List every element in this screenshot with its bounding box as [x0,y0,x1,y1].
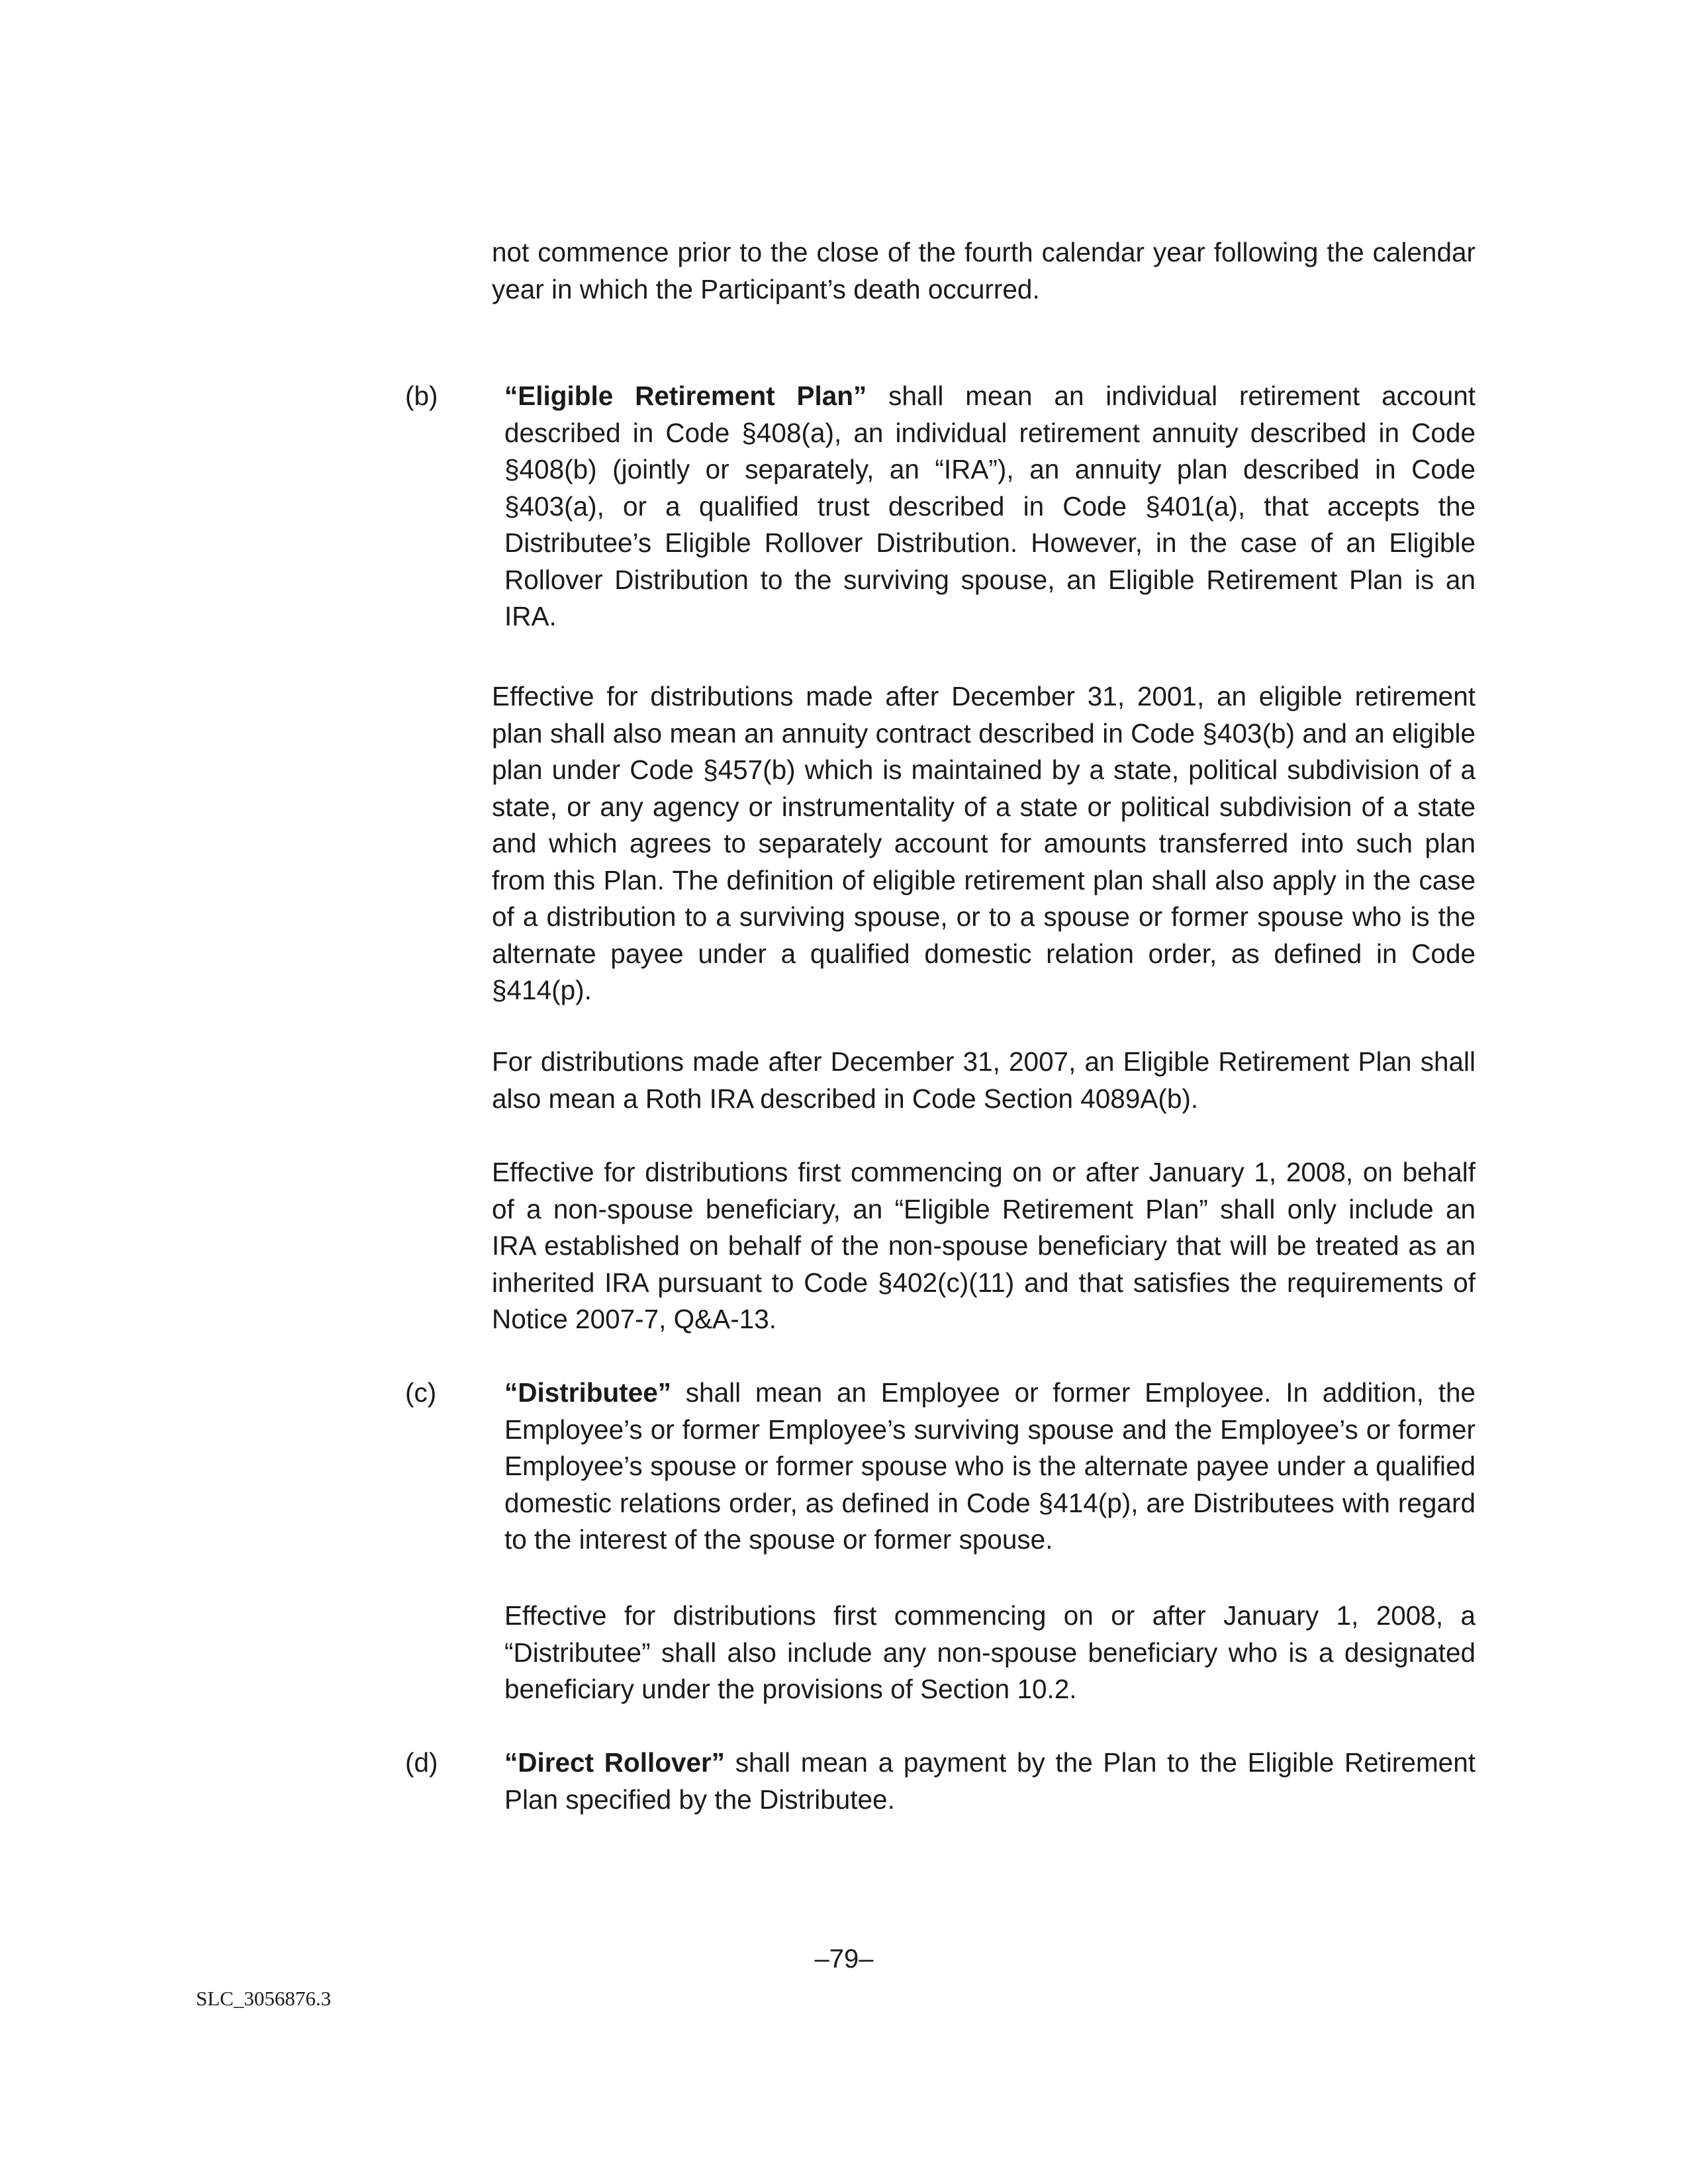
continuation-paragraph: not commence prior to the close of the fourth calendar year following the calendar year in which the Participant’s death occurred. [492,237,1476,304]
definition-text: shall mean an Employee or former Employee. In addition, the Employee’s or former Employee’s surviving spouse and the Employee’s or former Employee’s spouse or former spouse who is the alternate payee under a qualified domestic relations order, as defined in Code §414(p), are Distributees with regard to the interest of the spouse or former spouse. [504,1377,1476,1555]
definition-direct-rollover [504,1745,1476,1818]
page-number: –79– [814,1944,874,1974]
item-label-d: (d) [405,1747,438,1778]
document-id: SLC_3056876.3 [196,1987,332,2010]
item-label-c: (c) [405,1377,437,1408]
definition-eligible-retirement-plan [504,378,1476,635]
paragraph-c-2: Effective for distributions first commencing on or after January 1, 2008, a “Distributee” shall also include any non-spouse beneficiary who is a designated beneficiary under the provisions of Section 10.2. [504,1600,1476,1704]
definition-text: shall mean an individual retirement account described in Code §408(a), an individual retirement annuity described in Code §408(b) (jointly or separately, an “IRA”), an annuity plan described in Code §403(a), or a qualified trust described in Code §401(a), that accepts the Distributee’s Eligible Rollover Distribution. However, in the case of an Eligible Rollover Distribution to the surviving spouse, an Eligible Retirement Plan is an IRA. [504,381,1476,631]
definition-distributee [504,1375,1476,1559]
definition-text: shall mean a payment by the Plan to the Eligible Retirement Plan specified by the Distributee. [504,1747,1476,1815]
paragraph-b-3: For distributions made after December 31, 2007, an Eligible Retirement Plan shall also mean a Roth IRA described in Code Section 4089A(b). [492,1046,1476,1114]
paragraph-b-2: Effective for distributions made after December 31, 2001, an eligible retirement plan shall also mean an annuity contract described in Code §403(b) and an eligible plan under Code §457(b) which is maintained by a state, political subdivision of a state, or any agency or instrumentality of a state or political subdivision of a state and which agrees to separately account for amounts transferred into such plan from this Plan. The definition of eligible retirement plan shall also apply in the case of a distribution to a surviving spouse, or to a spouse or former spouse who is the alternate payee under a qualified domestic relation order, as defined in Code §414(p). [492,681,1476,1005]
item-label-b: (b) [405,381,438,411]
defined-term: “Direct Rollover” [504,1747,726,1778]
defined-term: “Eligible Retirement Plan” [504,381,867,411]
defined-term: “Distributee” [504,1377,672,1408]
paragraph-b-4: Effective for distributions first commencing on or after January 1, 2008, on behalf of a non-spouse beneficiary, an “Eligible Retirement Plan” shall only include an IRA established on behalf of the non-spouse beneficiary that will be treated as an inherited IRA pursuant to Code §402(c)(11) and that satisfies the requirements of Notice 2007-7, Q&A-13. [492,1157,1476,1334]
